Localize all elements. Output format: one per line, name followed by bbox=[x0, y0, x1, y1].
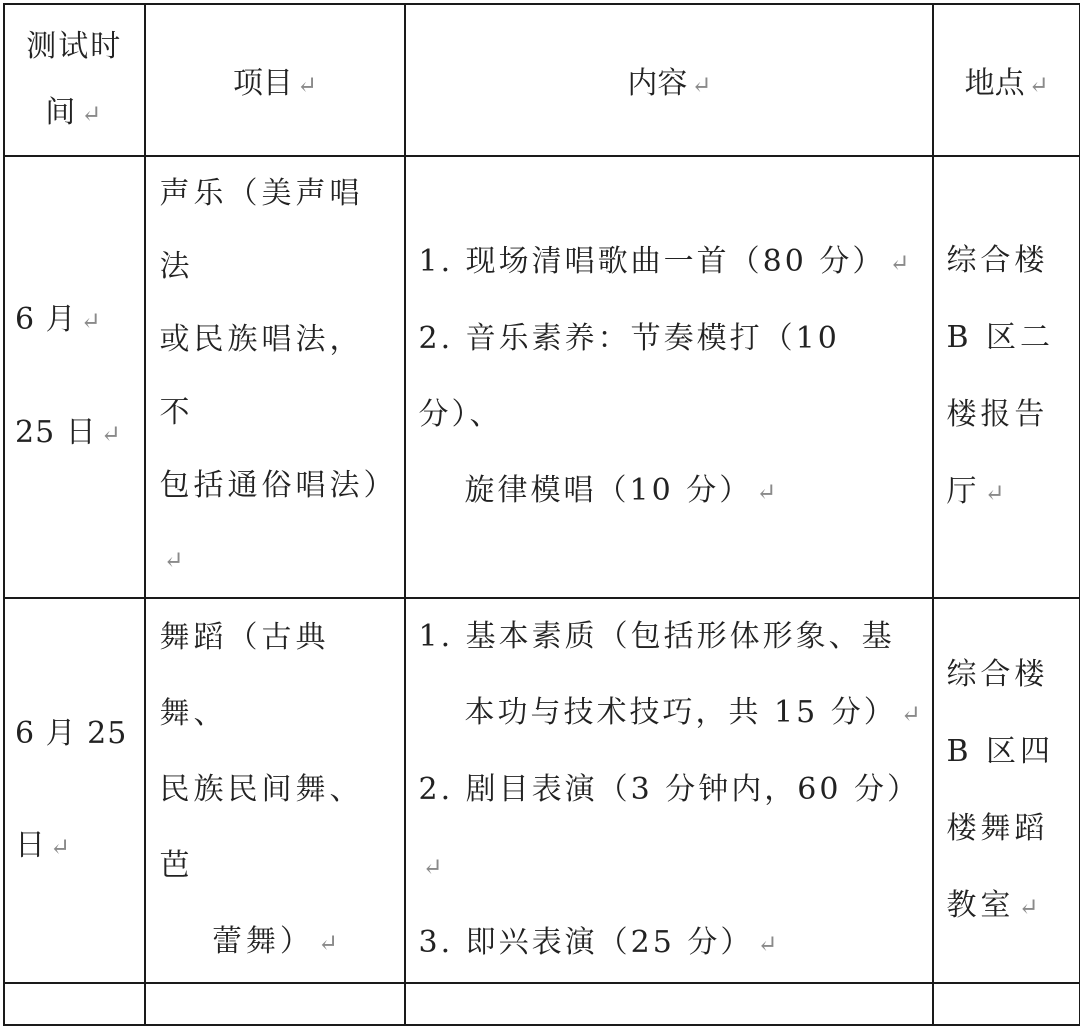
header-time-line2: 间 bbox=[45, 94, 78, 130]
empty-cell bbox=[405, 983, 933, 1025]
date-line: 6 月 25 bbox=[15, 716, 128, 751]
date-cell bbox=[4, 156, 145, 598]
project-line: 蕾舞） bbox=[211, 924, 314, 959]
paragraph-mark: ↵ bbox=[1018, 892, 1043, 921]
schedule-table bbox=[3, 3, 1080, 1026]
content-line: 旋律模唱（10 分） bbox=[464, 473, 753, 508]
location-line: B 区四 bbox=[946, 733, 1055, 769]
project-cell bbox=[145, 598, 406, 983]
location-line: 楼报告 bbox=[946, 397, 1049, 432]
location-cell bbox=[933, 598, 1080, 983]
location-cell bbox=[933, 156, 1080, 598]
table-row bbox=[4, 156, 1080, 598]
project-cell bbox=[145, 156, 406, 598]
header-time-line1: 测试时 bbox=[26, 28, 123, 64]
location-line: 楼舞蹈 bbox=[946, 810, 1049, 846]
empty-cell bbox=[145, 983, 406, 1025]
header-project-label: 项目 bbox=[232, 66, 293, 101]
header-project bbox=[145, 4, 406, 156]
paragraph-mark: ↵ bbox=[422, 853, 446, 881]
paragraph-mark: ↵ bbox=[163, 546, 188, 574]
content-cell bbox=[405, 156, 933, 598]
location-line: 厅 bbox=[946, 474, 981, 509]
project-line: 声乐（美声唱法 bbox=[159, 176, 364, 284]
project-line: 或民族唱法，不 bbox=[159, 322, 364, 430]
table-row-partial bbox=[4, 983, 1080, 1025]
header-content-label: 内容 bbox=[627, 66, 688, 101]
paragraph-mark: ↵ bbox=[984, 479, 1009, 507]
header-location bbox=[933, 4, 1080, 156]
date-line: 日 bbox=[15, 828, 46, 863]
location-line: B 区二 bbox=[946, 320, 1055, 355]
empty-cell bbox=[4, 983, 145, 1025]
header-row bbox=[4, 4, 1080, 156]
header-content bbox=[405, 4, 933, 156]
empty-cell bbox=[933, 983, 1080, 1025]
date-line: 6 月 bbox=[15, 302, 77, 337]
content-line: 2. 音乐素养：节奏模打（10 分）、 bbox=[418, 321, 840, 432]
location-line: 综合楼 bbox=[946, 243, 1049, 278]
table-row bbox=[4, 598, 1080, 983]
location-line: 教室 bbox=[946, 887, 1015, 923]
paragraph-mark: ↵ bbox=[80, 307, 102, 335]
paragraph-mark: ↵ bbox=[756, 478, 780, 506]
paragraph-mark: ↵ bbox=[50, 833, 72, 861]
paragraph-mark: ↵ bbox=[81, 99, 104, 128]
date-cell bbox=[4, 598, 145, 983]
content-line: 1. 基本素质（包括形体形象、基 bbox=[418, 619, 895, 654]
content-line: 2. 剧目表演（3 分钟内，60 分） bbox=[418, 772, 920, 807]
content-cell bbox=[405, 598, 933, 983]
header-time bbox=[4, 4, 145, 156]
date-line: 25 日 bbox=[15, 415, 97, 450]
paragraph-mark: ↵ bbox=[317, 929, 343, 957]
paragraph-mark: ↵ bbox=[100, 420, 122, 448]
paragraph-mark: ↵ bbox=[900, 700, 924, 728]
project-line: 舞蹈（古典舞、 bbox=[159, 620, 330, 731]
paragraph-mark: ↵ bbox=[757, 930, 781, 958]
project-line: 包括通俗唱法） bbox=[159, 468, 398, 503]
content-line: 3. 即兴表演（25 分） bbox=[418, 925, 754, 960]
paragraph-mark: ↵ bbox=[1028, 71, 1049, 99]
content-line: 本功与技术技巧，共 15 分） bbox=[464, 695, 897, 730]
paragraph-mark: ↵ bbox=[889, 249, 913, 277]
paragraph-mark: ↵ bbox=[691, 71, 712, 99]
header-location-label: 地点 bbox=[964, 66, 1025, 101]
paragraph-mark: ↵ bbox=[296, 71, 318, 99]
content-line: 1. 现场清唱歌曲一首（80 分） bbox=[418, 244, 886, 279]
project-line: 民族民间舞、芭 bbox=[159, 772, 364, 883]
location-line: 综合楼 bbox=[946, 656, 1049, 692]
